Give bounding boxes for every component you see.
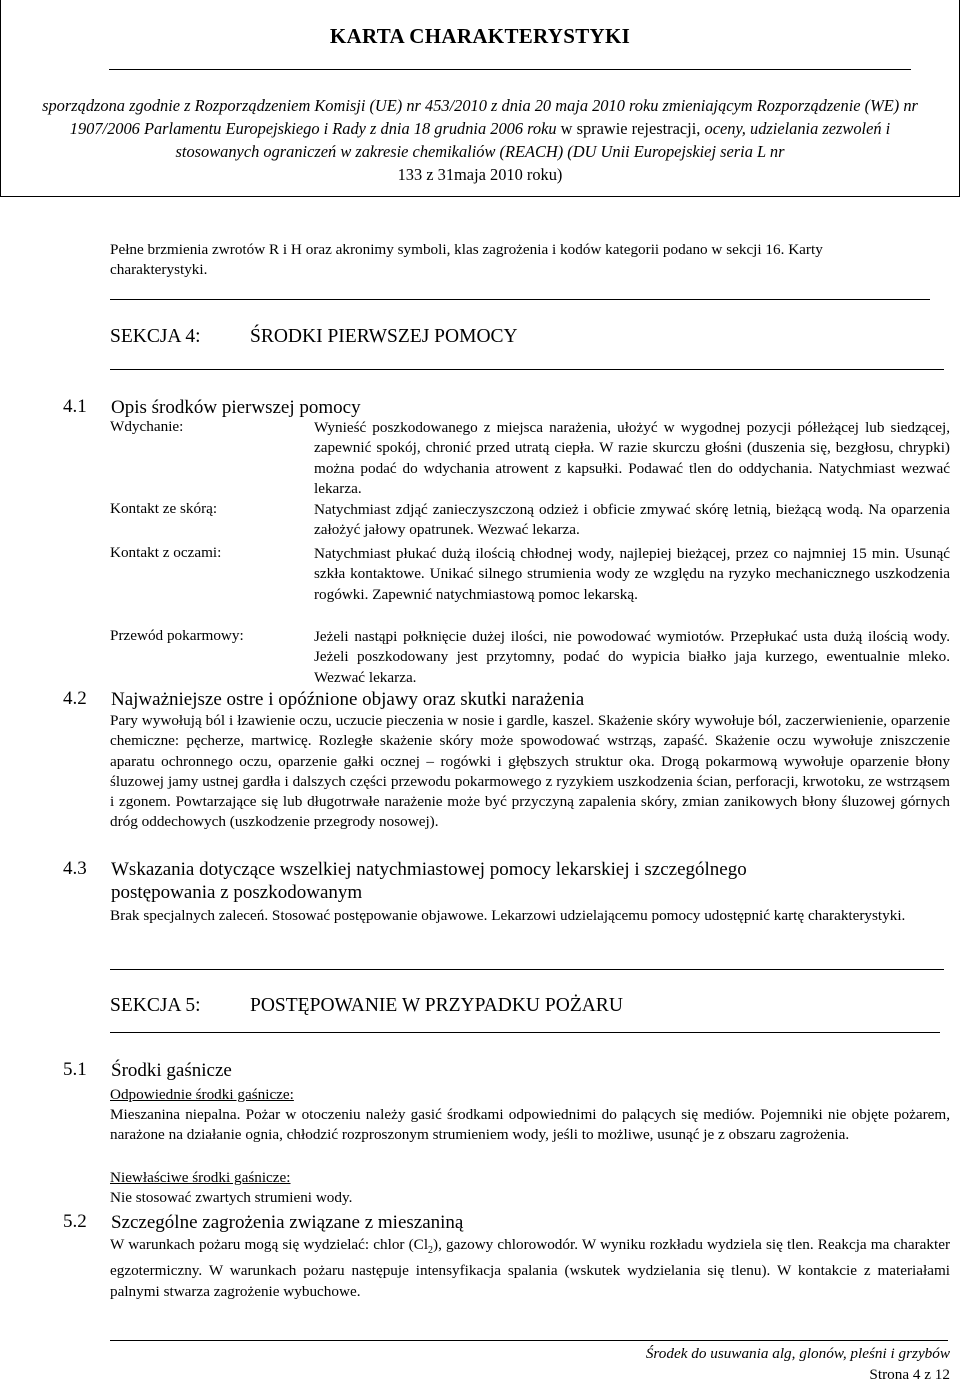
item-text-eyes: Natychmiast płukać dużą ilością chłodnej wody, najlepiej bieżącej, przez co najmniej 15 min. Usunąć szkła kontaktowe. Unikać silnego strumienia wody ze względu na ryzyko mechanicznego uszkodzenia rogówki. Zapewnić natychmiastową pomoc lekarską.: [314, 545, 950, 603]
subtitle-italic: sporządzona zgodnie z Rozporządzeniem Komisji (UE) nr 453/2010 z dnia 20 maja 2010 roku zmieniającym Rozporządzenie (WE) nr 1907/2006 Parlamentu Europejskiego i Rady z dnia 18 grudnia 2006 roku: [42, 96, 918, 138]
subsection-title: Opis środków pierwszej pomocy: [111, 397, 361, 418]
footer-rule: [110, 1340, 948, 1341]
subsection-number: 5.2: [63, 1211, 87, 1232]
footer-product: [646, 1345, 950, 1363]
item-label-eyes: Kontakt z oczami:: [110, 544, 222, 561]
subsection-title: [111, 858, 747, 904]
intro-text: Pełne brzmienia zwrotów R i H oraz akronimy symboli, klas zagrożenia i kodów kategorii podano w sekcji 16. Karty charakterystyki.: [110, 241, 823, 279]
subsection-title: Szczególne zagrożenia związane z mieszaniną: [111, 1212, 464, 1233]
section-4-title: ŚRODKI PIERWSZEJ POMOCY: [250, 326, 518, 347]
subsection-number: 4.2: [63, 688, 87, 709]
document-title: KARTA CHARAKTERYSTYKI: [329, 24, 631, 48]
subtitle-regular-2: 133 z 31maja 2010 roku): [397, 165, 563, 184]
item-text-ingestion: Jeżeli nastąpi połknięcie dużej ilości, nie powodować wymiotów. Przepłukać usta dużą ilością wody. Jeżeli poszkodowany jest przytomny, podać do wypicia białko jaja kurzego, ewentualnie mleko. Wezwać lekarza.: [314, 628, 950, 686]
subtitle-italic-2: oceny, udzielania zezwoleń i stosowanych ograniczeń w zakresie chemikaliów (REACH) (DU Unii Europejskiej seria L nr: [175, 119, 891, 161]
subsection-title-line2: postępowania z poszkodowanym: [111, 882, 363, 903]
subsection-number: 5.1: [63, 1059, 87, 1080]
unsuitable-media-label: Niewłaściwe środki gaśnicze:: [110, 1169, 291, 1186]
divider: [110, 1032, 940, 1033]
item-label-inhalation: Wdychanie:: [110, 418, 184, 435]
subsection-number: 4.3: [63, 858, 87, 879]
hazards-text-part1: W warunkach pożaru mogą się wydzielać: chlor (Cl: [110, 1236, 429, 1253]
subtitle-regular: w sprawie rejestracji,: [556, 119, 705, 138]
divider: [110, 369, 944, 370]
suitable-media-label: Odpowiednie środki gaśnicze:: [110, 1086, 294, 1103]
section-4-label: SEKCJA 4:: [110, 326, 201, 347]
header-subtitle: [31, 94, 929, 186]
chlorine-subscript: 2: [428, 1245, 434, 1257]
item-text-inhalation: Wynieść poszkodowanego z miejsca narażenia, ułożyć w wygodnej pozycji półleżącej lub siedzącej, zapewnić spokój, chronić przed utratą ciepła. W razie skurczu głośni (duszenia się, bezgłosu, chrypki) można podać do wdychania atrowent z kapsułki. Podawać tlen do oddychania. Natychmiast wezwać lekarza.: [314, 419, 950, 497]
medical-attention-text: Brak specjalnych zaleceń. Stosować postępowanie objawowe. Lekarzowi udzielającemu pomocy udostępnić kartę charakterystyki.: [110, 907, 906, 924]
item-label-skin: Kontakt ze skórą:: [110, 500, 218, 517]
section-5-title: POSTĘPOWANIE W PRZYPADKU POŻARU: [250, 995, 623, 1016]
section-5-label: SEKCJA 5:: [110, 995, 201, 1016]
item-label-ingestion: Przewód pokarmowy:: [110, 627, 244, 644]
subsection-title: Najważniejsze ostre i opóźnione objawy oraz skutki narażenia: [111, 689, 585, 710]
item-text-skin: Natychmiast zdjąć zanieczyszczoną odzież i obficie zmywać skórę letnią, bieżącą wodą. Na oparzenia założyć jałowy opatrunek. Wezwać lekarza.: [314, 501, 950, 539]
symptoms-text: Pary wywołują ból i łzawienie oczu, uczucie pieczenia w nosie i gardle, kaszel. Skażenie skóry wywołuje ból, zaczerwienienie, oparzenie chemiczne: pęcherze, martwicę. Rozległe skażenie skóry może spowodować wstrząs, zapaść. Skażenie oczu wywołuje zniszczenie aparatu ochronnego oczu, oparzenie gałki ocznej – rogówki i głębszych struktur oka. Drogą pokarmową wywołuje oparzenie błony śluzowej jamy ustnej gardła i dalszych części przewodu pokarmowego z ryzykiem uszkodzenia ścian, perforacji, krwotoku, ze wstrząsem i zgonem. Powtarzające się lub długotrwałe narażenie może być przyczyną zapalenia skóry, zmian zanikowych błony śluzowej górnych dróg oddechowych (uszkodzenie przegrody nosowej).: [110, 712, 950, 831]
page-number: Strona 4 z 12: [869, 1366, 950, 1383]
header-rule: [109, 69, 911, 70]
special-hazards-text: [110, 1235, 950, 1302]
divider: [110, 969, 944, 970]
subsection-title-line1: Wskazania dotyczące wszelkiej natychmiastowej pomocy lekarskiej i szczególnego: [111, 859, 747, 880]
unsuitable-media-text: Nie stosować zwartych strumieni wody.: [110, 1189, 353, 1206]
suitable-media-text: Mieszanina niepalna. Pożar w otoczeniu należy gasić środkami odpowiednimi do palących się mediów. Pojemniki nie objęte pożarem, narażone na działanie ognia, chłodzić rozproszonym strumieniem wody, jeśli to możliwe, usunąć je z obszaru zagrożenia.: [110, 1106, 950, 1144]
footer-product-name: Środek do usuwania alg, glonów, pleśni i grzybów: [645, 1345, 950, 1362]
hazards-text-part2: ), gazowy chlorowodór. W wyniku rozkładu wydziela się tlen. Reakcja ma charakter egzotermiczny. W warunkach pożaru następuje intensyfikacja spalania (wskutek wydzielania się tlenu). W kontakcie z materiałami palnymi stwarza zagrożenie wybuchowe.: [110, 1236, 950, 1300]
divider: [110, 299, 930, 300]
subsection-title: Środki gaśnicze: [111, 1060, 232, 1081]
document-header: [0, 0, 960, 197]
subsection-number: 4.1: [63, 396, 87, 417]
